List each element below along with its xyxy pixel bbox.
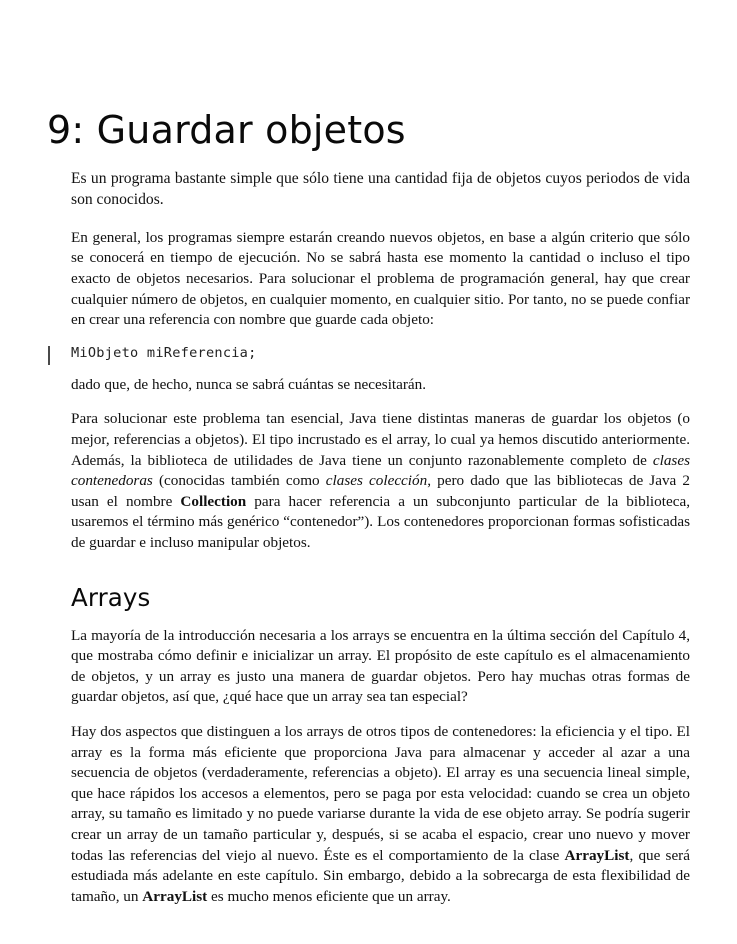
spacer (71, 708, 690, 722)
text-run: para hacer referencia a un subconjunto particular de la biblioteca, usaremos el término más genérico “contenedor”). Los contenedores proporcionan formas sofisticadas de guardar e incluso manipular objetos. (71, 492, 690, 551)
text-run: , pero dado que las bibliotecas de Java 2 usan el nombre (71, 472, 691, 510)
spacer (71, 363, 690, 375)
text-run: es mucho menos eficiente que un array. (207, 887, 451, 905)
paragraph-arrays-detail (71, 722, 690, 907)
spacer (71, 554, 690, 584)
spacer (71, 612, 690, 626)
paragraph-after-code: dado que, de hecho, nunca se sabrá cuántas se necesitarán. (71, 375, 427, 393)
paragraph-arrays-intro: La mayoría de la introducción necesaria a los arrays se encuentra en la última sección del Capítulo 4, que mostraba cómo definir e inicializar un array. El propósito de este capítulo es el almacenamiento de objetos, y un array es justo una manera de guardar objetos. Pero hay muchas otras formas de guardar objetos, así que, ¿qué hace que un array sea tan especial? (71, 626, 690, 706)
strong-collection: Collection (180, 492, 247, 510)
chapter-title: 9: Guardar objetos (47, 108, 406, 153)
spacer (71, 211, 690, 228)
emphasis-clases-contenedoras: clases contenedoras (71, 451, 690, 490)
spacer (71, 395, 690, 409)
emphasis-clases-coleccion: clases colección (325, 472, 428, 490)
strong-arraylist-1: ArrayList (564, 846, 630, 864)
strong-arraylist-2: ArrayList (142, 887, 208, 905)
spacer (71, 331, 690, 344)
code-line: MiObjeto miReferencia; (71, 344, 257, 361)
paragraph-intro: En general, los programas siempre estarán creando nuevos objetos, en base a algún criterio que sólo se conocerá en tiempo de ejecución. No se sabrá hasta ese momento la cantidad o incluso el tipo exacto de objetos necesarios. Para solucionar el problema de programación general, hay que crear cualquier número de objetos, en cualquier momento, en cualquier sitio. Por tanto, no se puede confiar en crear una referencia con nombre que guarde cada objeto: (71, 228, 690, 329)
paragraph-containers (71, 409, 690, 553)
lead-paragraph: Es un programa bastante simple que sólo tiene una cantidad fija de objetos cuyos periodos de vida son conocidos. (71, 170, 690, 209)
text-run: , que será estudiada más adelante en este capítulo. Sin embargo, debido a la sobrecarga de esta flexibilidad de tamaño, un (71, 846, 690, 905)
text-run: Hay dos aspectos que distinguen a los arrays de otros tipos de contenedores: la eficiencia y el tipo. El array es la forma más eficiente que proporciona Java para almacenar y acceder al azar a una secuencia de objetos (verdaderamente, referencias a objeto). El array es una secuencia lineal simple, que hace rápidos los accesos a elementos, pero se paga por esta velocidad: cuando se crea un objeto array, su tamaño es limitado y no puede variarse durante la vida de ese objeto array. Se podría sugerir crear un array de un tamaño particular y, después, si se acaba el espacio, crear uno nuevo y mover todas las referencias del viejo al nuevo. Éste es el comportamiento de la clase (71, 723, 690, 864)
text-run: (conocidas también como (152, 472, 326, 490)
text-run: Para solucionar este problema tan esencial, Java tiene distintas maneras de guardar los objetos (o mejor, referencias a objetos). El tipo incrustado es el array, lo cual ya hemos discutido anteriormente. Además, la biblioteca de utilidades de Java tiene un conjunto razonablemente completo de (71, 410, 690, 469)
body-column (71, 168, 690, 907)
code-block (71, 344, 690, 363)
section-heading-arrays: Arrays (71, 582, 151, 612)
change-bar-icon (48, 346, 50, 365)
